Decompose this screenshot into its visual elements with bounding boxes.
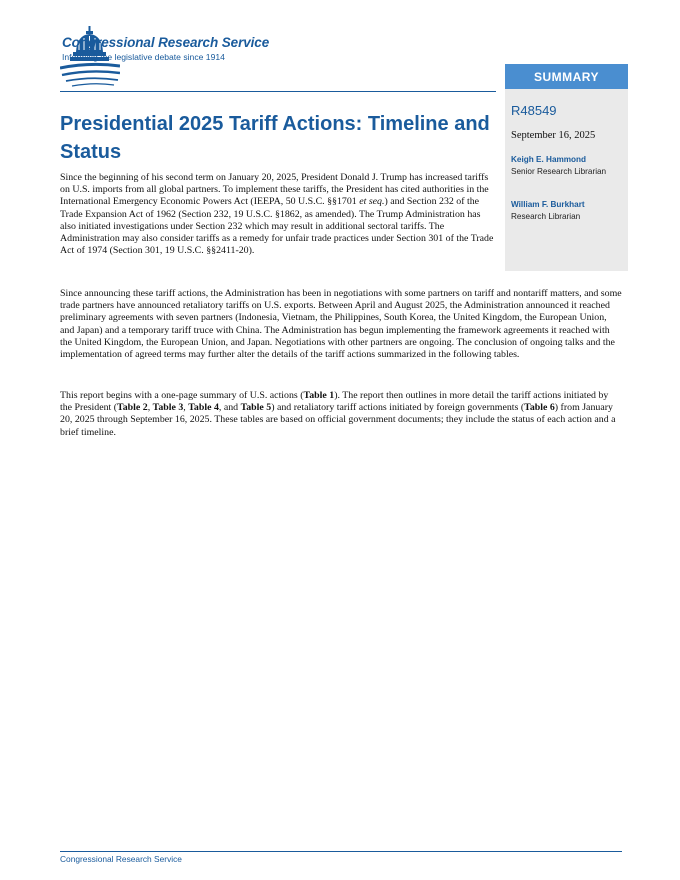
org-name: Congressional Research Service bbox=[62, 35, 270, 50]
table-ref-4[interactable]: Table 4 bbox=[188, 402, 219, 414]
author-role: Senior Research Librarian bbox=[511, 167, 607, 176]
author-name[interactable]: Keigh E. Hammond bbox=[511, 155, 587, 164]
org-tagline: Informing the legislative debate since 1914 bbox=[62, 52, 225, 62]
text-run: ) and Section 232 of the Trade Expansion Act of 1962 (Section 232, 19 U.S.C. §1862, as amended). The Trump Administration has also initiated investigations under Section 232 which may result in additional sectoral tariffs. The Administration may also consider tariffs as a remedy for unfair trade practices under Section 301 of the Trade Act of 1974 (Section 301, 19 U.S.C. §§2411-20). bbox=[60, 196, 494, 257]
text-run: , and bbox=[218, 402, 241, 414]
text-run: ). The report then outlines in more detail the tariff actions initiated by the President ( bbox=[60, 390, 609, 414]
text-run: Since the beginning of his second term on January 20, 2025, President Donald J. Trump has increased tariffs on U.S. imports from all global partners. To implement these tariffs, the President has cited authorities in the International Emergency Economic Powers Act (IEEPA, 50 U.S.C. §§1701 bbox=[60, 172, 489, 208]
text-run-italic: et seq. bbox=[359, 196, 385, 208]
text-run: ) and retaliatory tariff actions initiated by foreign governments ( bbox=[271, 402, 525, 414]
footer-org-name: Congressional Research Service bbox=[60, 854, 182, 864]
text-run: , bbox=[147, 402, 153, 414]
table-ref-6[interactable]: Table 6 bbox=[524, 402, 555, 414]
summary-paragraph-3 bbox=[60, 390, 622, 439]
report-date: September 16, 2025 bbox=[511, 130, 596, 141]
author-name[interactable]: William F. Burkhart bbox=[511, 200, 585, 209]
summary-paragraph-1 bbox=[60, 172, 496, 257]
text-run: ) from January 20, 2025 through September 16, 2025. These tables are based on official government documents; they include the status of each action and a brief timeline. bbox=[60, 402, 616, 438]
report-title: Presidential 2025 Tariff Actions: Timeline and Status bbox=[60, 113, 490, 163]
author-1 bbox=[511, 155, 622, 176]
table-ref-3[interactable]: Table 3 bbox=[152, 402, 184, 414]
summary-sidebar bbox=[505, 64, 628, 271]
summary-paragraph-2: Since announcing these tariff actions, the Administration has been in negotiations with some partners on tariff and nontariff matters, and some trade partners have announced retaliatory tariffs on U.S. exports. Between April and August 2025, the Administration announced it reached preliminary agreements with seven partners (Indonesia, Vietnam, the Philippines, South Korea, the United Kingdom, the European Union, and Japan) and a temporary tariff truce with China. The Administration has begun implementing the framework agreements it reached with the United Kingdom, the European Union, and Japan. Negotiations with other partners are ongoing. The conclusion of ongoing talks and the implementation of agreed terms may further alter the details of the tariff actions summarized in the following tables. bbox=[60, 288, 622, 361]
summary-heading: SUMMARY bbox=[505, 64, 628, 89]
author-2 bbox=[511, 200, 622, 221]
header-divider bbox=[60, 91, 496, 92]
footer-divider bbox=[60, 851, 622, 852]
table-ref-1[interactable]: Table 1 bbox=[303, 390, 335, 401]
report-number: R48549 bbox=[511, 103, 557, 118]
text-run: , bbox=[183, 402, 189, 414]
author-role: Research Librarian bbox=[511, 212, 581, 221]
text-run: This report begins with a one-page summary of U.S. actions ( bbox=[60, 390, 304, 401]
table-ref-5[interactable]: Table 5 bbox=[240, 402, 272, 414]
table-ref-2[interactable]: Table 2 bbox=[117, 402, 148, 414]
